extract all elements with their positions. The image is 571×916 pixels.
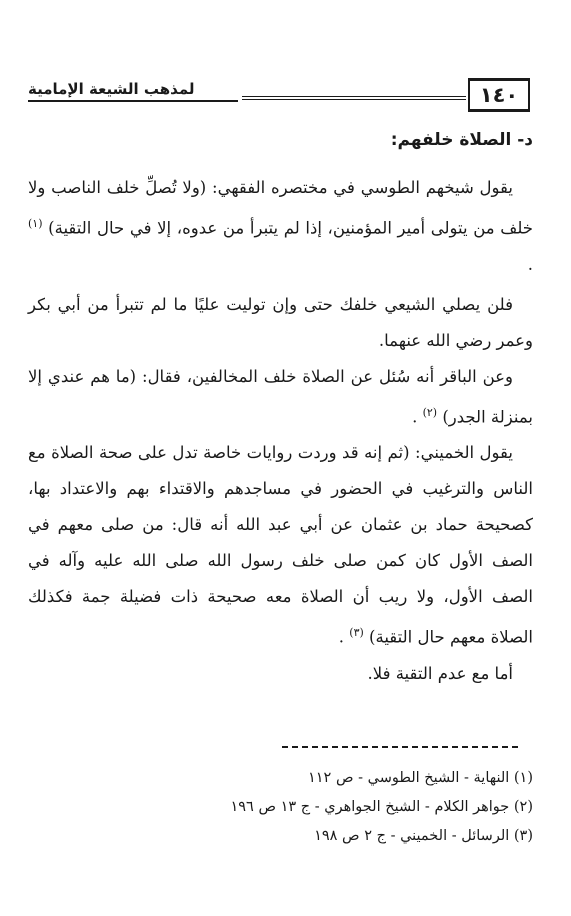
section-heading: د- الصلاة خلفهم: xyxy=(390,130,533,150)
running-title: لمذهب الشيعة الإمامية xyxy=(28,80,238,102)
paragraph-5 xyxy=(28,656,533,692)
paragraph-2 xyxy=(28,287,533,359)
paragraph-text: يقول الخميني: (ثم إنه قد وردت روايات خاصة تدل على صحة الصلاة مع الناس والترغيب في الحضور في مساجدهم والاقتداء بهم والاعتداد بها، كصحيحة حماد بن عثمان عن أبي عبد الله أنه قال: من صلى معهم في الصف الأول كان كمن صلى خلف رسول الله صلى الله عليه وآله في الصف الأول، ولا ريب أن الصلاة معه صحيحة ذات فضيلة جمة فكذلك الصلاة معهم حال التقية) xyxy=(28,443,533,647)
paragraph-text: فلن يصلي الشيعي خلفك حتى وإن توليت عليًا ما لم تتبرأ من أبي بكر وعمر رضي الله عنهما. xyxy=(28,294,533,350)
paragraph-4 xyxy=(28,435,533,656)
footnote-ref: (١) xyxy=(28,217,43,230)
paragraph-text: أما مع عدم التقية فلا. xyxy=(367,663,513,683)
paragraph-tail: . xyxy=(412,407,423,426)
page-header xyxy=(22,78,532,110)
paragraph-1 xyxy=(28,170,533,283)
header-rule-double xyxy=(242,99,466,100)
footnote-2: (٢) جواهر الكلام - الشيخ الجواهري - ج ١٣ ص ١٩٦ xyxy=(230,799,533,815)
header-rule xyxy=(242,96,466,97)
footnote-1: (١) النهاية - الشيخ الطوسي - ص ١١٢ xyxy=(307,770,533,786)
paragraph-3 xyxy=(28,359,533,436)
paragraph-tail: . xyxy=(338,627,350,647)
body-text xyxy=(28,170,533,692)
footnote-ref: (٢) xyxy=(422,405,438,419)
footnote-3: (٣) الرسائل - الخميني - ج ٢ ص ١٩٨ xyxy=(314,828,533,844)
paragraph-tail: . xyxy=(527,254,533,274)
footnote-separator xyxy=(282,746,518,748)
footnote-ref: (٣) xyxy=(349,626,364,639)
page-number: ١٤٠ xyxy=(468,78,530,112)
footnotes xyxy=(28,764,533,851)
paragraph-text: يقول شيخهم الطوسي في مختصره الفقهي: (ولا تُصلِّ خلف الناصب ولا خلف من يتولى أمير المؤمنين، إذا لم يتبرأ من عدوه، إلا في حال التقية) xyxy=(28,178,533,238)
paragraph-text: وعن الباقر أنه سُئل عن الصلاة خلف المخالفين، فقال: (ما هم عندي إلا بمنزلة الجدر) xyxy=(28,366,533,426)
